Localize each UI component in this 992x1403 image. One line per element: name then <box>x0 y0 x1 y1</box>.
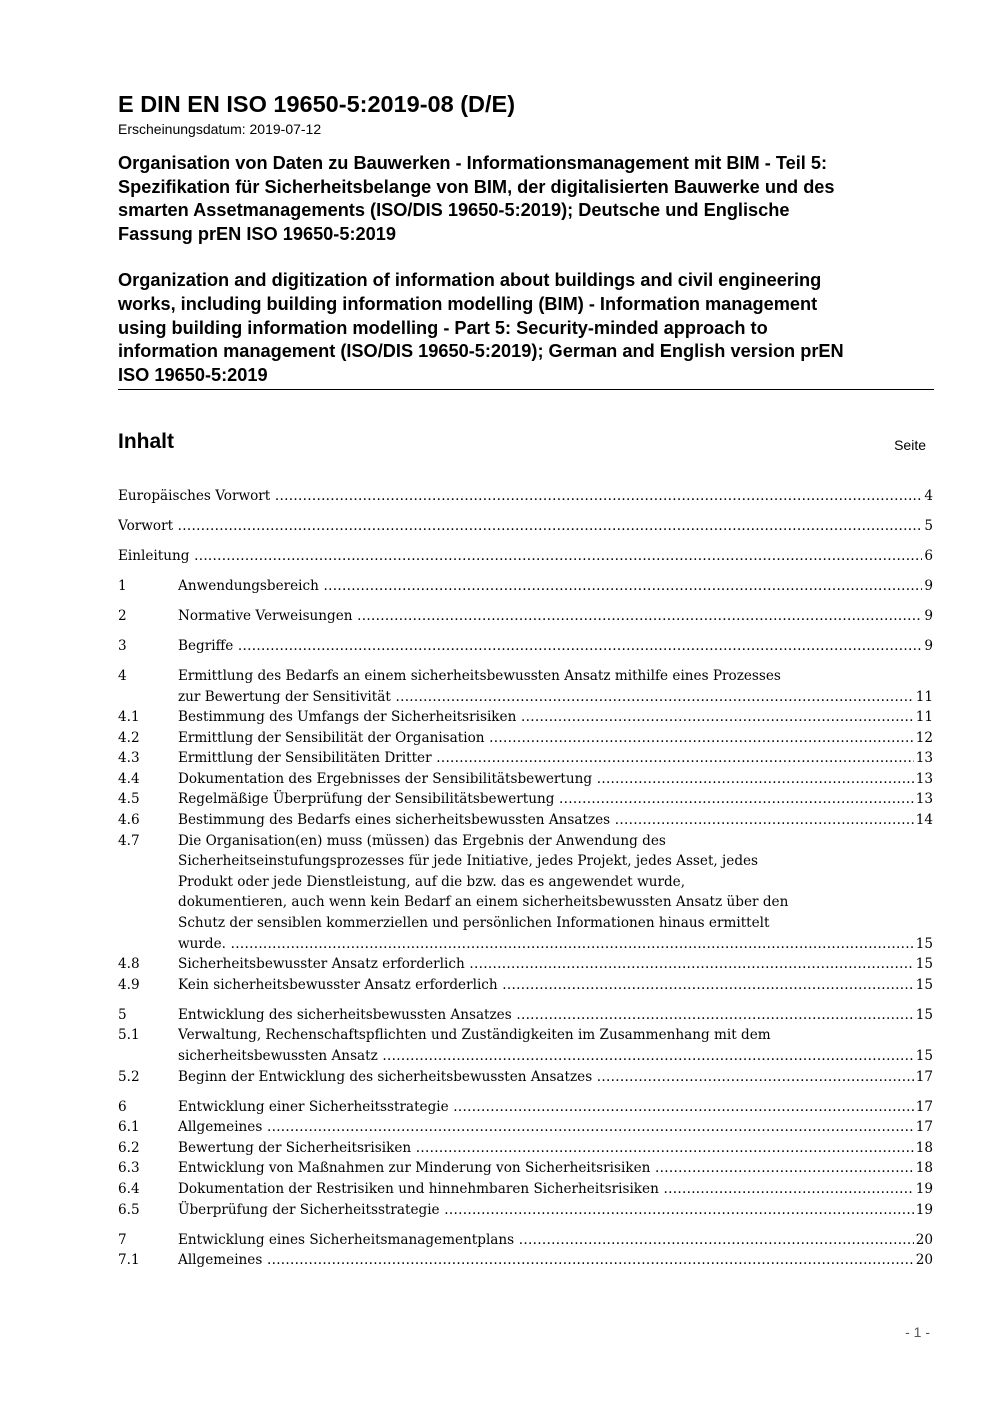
toc-entry-title: Entwicklung des sicherheitsbewussten Ansatzes ..... <box>178 1007 933 1023</box>
toc-entry-page: 19 <box>914 1200 933 1221</box>
toc-entry-page: 20 <box>914 1250 933 1271</box>
toc-entry[interactable] <box>118 1158 933 1179</box>
toc-entry-title: Bestimmung des Umfangs der Sicherheitsrisiken ..... <box>178 709 933 725</box>
toc-entry-title: Die Organisation(en) muss (müssen) das Ergebnis der Anwendung des <box>178 832 666 849</box>
toc-entry-number: 3 <box>118 637 127 654</box>
title-line: Organisation von Daten zu Bauwerken - Informationsmanagement mit BIM - Teil 5: <box>118 153 828 173</box>
toc-entry-page: 4 <box>922 486 933 507</box>
toc-entry-page: 18 <box>914 1158 933 1179</box>
toc-entry-title: Dokumentation der Restrisiken und hinnehmbaren Sicherheitsrisiken ..... <box>178 1181 933 1197</box>
toc-entry-title: Regelmäßige Überprüfung der Sensibilitätsbewertung ..... <box>178 791 933 807</box>
toc-entry-page: 15 <box>914 934 933 955</box>
toc-entry-number: 5 <box>118 1006 127 1023</box>
toc-entry[interactable] <box>118 707 933 728</box>
title-german <box>118 152 934 246</box>
table-of-contents <box>118 486 933 1271</box>
toc-entry-page: 15 <box>914 1005 933 1026</box>
toc-entry[interactable] <box>118 954 933 975</box>
toc-entry[interactable] <box>118 831 933 955</box>
toc-entry-title: Entwicklung eines Sicherheitsmanagementplans ..... <box>178 1232 933 1248</box>
toc-entry-number: 5.2 <box>118 1068 140 1085</box>
toc-entry[interactable] <box>118 1005 933 1026</box>
toc-entry-title: Anwendungsbereich ..... <box>178 578 933 594</box>
toc-entry[interactable] <box>118 810 933 831</box>
title-line: using building information modelling - Part 5: Security-minded approach to <box>118 317 768 338</box>
toc-entry-title: Überprüfung der Sicherheitsstrategie ..... <box>178 1202 933 1218</box>
toc-entry[interactable] <box>118 636 933 657</box>
toc-entry-number: 6.2 <box>118 1139 140 1156</box>
toc-entry-number: 1 <box>118 577 127 594</box>
toc-entry-title: Ermittlung des Bedarfs an einem sicherheitsbewussten Ansatz mithilfe eines Prozesses <box>178 667 781 684</box>
publication-date: Erscheinungsdatum: 2019-07-12 <box>118 121 322 137</box>
toc-entry-page: 20 <box>914 1230 933 1251</box>
toc-entry-title: Ermittlung der Sensibilität der Organisation ..... <box>178 730 933 746</box>
toc-entry-number: 4.9 <box>118 976 140 993</box>
toc-entry[interactable] <box>118 1097 933 1118</box>
toc-entry-title: Europäisches Vorwort ..... <box>118 488 933 504</box>
toc-entry[interactable] <box>118 769 933 790</box>
toc-entry-page: 19 <box>914 1179 933 1200</box>
toc-entry-title: Normative Verweisungen ..... <box>178 608 933 624</box>
toc-entry-number: 7.1 <box>118 1252 140 1269</box>
toc-entry-number: 4.7 <box>118 832 140 849</box>
toc-entry[interactable] <box>118 1179 933 1200</box>
toc-entry-page: 17 <box>914 1067 933 1088</box>
toc-entry[interactable] <box>118 1230 933 1251</box>
toc-entry-page: 15 <box>914 975 933 996</box>
toc-entry-page: 14 <box>914 810 933 831</box>
toc-entry-page: 18 <box>914 1138 933 1159</box>
toc-entry-title: Bewertung der Sicherheitsrisiken ..... <box>178 1140 933 1156</box>
toc-entry[interactable] <box>118 666 933 707</box>
toc-entry-page: 17 <box>914 1097 933 1118</box>
toc-entry[interactable] <box>118 1067 933 1088</box>
toc-entry-number: 4.1 <box>118 709 140 726</box>
title-line: Fassung prEN ISO 19650-5:2019 <box>118 223 396 244</box>
toc-entry-number: 7 <box>118 1231 127 1248</box>
toc-entry-page: 13 <box>914 748 933 769</box>
toc-entry-title: Allgemeines ..... <box>178 1119 933 1135</box>
toc-entry-page: 6 <box>922 546 933 567</box>
toc-entry[interactable] <box>118 1117 933 1138</box>
toc-entry-number: 4.8 <box>118 956 140 973</box>
toc-entry-number: 4.4 <box>118 770 140 787</box>
toc-entry-title: dokumentieren, auch wenn kein Bedarf an einem sicherheitsbewussten Ansatz über den <box>178 894 789 911</box>
toc-entry-title: Beginn der Entwicklung des sicherheitsbewussten Ansatzes ..... <box>178 1069 933 1085</box>
toc-entry[interactable] <box>118 748 933 769</box>
toc-entry[interactable] <box>118 546 933 567</box>
toc-entry[interactable] <box>118 1250 933 1271</box>
toc-entry-number: 6 <box>118 1098 127 1115</box>
toc-entry[interactable] <box>118 1138 933 1159</box>
document-id: E DIN EN ISO 19650-5:2019-08 (D/E) <box>118 91 516 117</box>
toc-entry-number: 2 <box>118 607 127 624</box>
toc-entry-title: Sicherheitsbewusster Ansatz erforderlich ..... <box>178 956 933 972</box>
toc-entry-title: zur Bewertung der Sensitivität ..... <box>178 689 933 705</box>
toc-entry-page: 9 <box>922 636 933 657</box>
toc-entry-number: 4.3 <box>118 750 140 767</box>
toc-entry-page: 15 <box>914 954 933 975</box>
toc-entry-number: 4.5 <box>118 791 140 808</box>
title-line: Organization and digitization of information about buildings and civil engineering <box>118 270 822 291</box>
toc-entry-title: Verwaltung, Rechenschaftspflichten und Zuständigkeiten im Zusammenhang mit dem <box>178 1027 771 1044</box>
title-english <box>118 269 934 387</box>
header-divider <box>118 389 934 390</box>
toc-entry-number: 6.3 <box>118 1160 140 1177</box>
toc-entry-page: 11 <box>914 707 933 728</box>
toc-entry-title: Ermittlung der Sensibilitäten Dritter ..... <box>178 750 933 766</box>
toc-entry-page: 17 <box>914 1117 933 1138</box>
toc-entry-page: 13 <box>914 789 933 810</box>
document-header <box>118 88 934 387</box>
toc-entry-number: 4.2 <box>118 729 140 746</box>
toc-entry-page: 5 <box>922 516 933 537</box>
toc-entry-title: wurde. ..... <box>178 936 933 952</box>
toc-entry-number: 4 <box>118 667 127 684</box>
toc-entry-title: Produkt oder jede Dienstleistung, auf die bzw. das es angewendet wurde, <box>178 873 686 890</box>
toc-entry[interactable] <box>118 975 933 996</box>
toc-entry-title: Entwicklung von Maßnahmen zur Minderung von Sicherheitsrisiken ..... <box>178 1160 933 1176</box>
toc-entry-number: 6.1 <box>118 1119 140 1136</box>
toc-entry-title: Schutz der sensiblen kommerziellen und persönlichen Informationen hinaus ermittelt <box>178 915 770 932</box>
toc-entry-number: 5.1 <box>118 1027 140 1044</box>
toc-entry-page: 15 <box>914 1046 933 1067</box>
toc-entry-page: 11 <box>914 687 933 708</box>
toc-entry[interactable] <box>118 1200 933 1221</box>
toc-entry[interactable] <box>118 728 933 749</box>
toc-entry-title: Kein sicherheitsbewusster Ansatz erforderlich ..... <box>178 977 933 993</box>
toc-entry-number: 6.5 <box>118 1201 140 1218</box>
toc-entry[interactable] <box>118 516 933 537</box>
toc-entry-title: Bestimmung des Bedarfs eines sicherheitsbewussten Ansatzes ..... <box>178 812 933 828</box>
toc-entry-page: 9 <box>922 606 933 627</box>
title-line: works, including building information modelling (BIM) - Information management <box>118 293 818 314</box>
toc-entry[interactable] <box>118 789 933 810</box>
toc-page-column-label: Seite <box>894 437 926 453</box>
toc-entry-title: Dokumentation des Ergebnisses der Sensibilitätsbewertung ..... <box>178 771 933 787</box>
title-line: smarten Assetmanagements (ISO/DIS 19650-5:2019); Deutsche und Englische <box>118 200 790 221</box>
title-line: Spezifikation für Sicherheitsbelange von BIM, der digitalisierten Bauwerke und des <box>118 176 835 197</box>
toc-entry-number: 6.4 <box>118 1180 140 1197</box>
page-number: - 1 - <box>905 1324 930 1340</box>
toc-entry[interactable] <box>118 576 933 597</box>
toc-entry-title: Vorwort ..... <box>118 518 933 534</box>
toc-entry-title: Allgemeines ..... <box>178 1252 933 1268</box>
toc-heading: Inhalt <box>118 430 174 453</box>
toc-entry[interactable] <box>118 606 933 627</box>
title-line: ISO 19650-5:2019 <box>118 364 268 385</box>
toc-entry-page: 9 <box>922 576 933 597</box>
title-line: information management (ISO/DIS 19650-5:2019); German and English version prEN <box>118 341 844 362</box>
toc-entry-title: Einleitung ..... <box>118 548 933 564</box>
toc-entry[interactable] <box>118 1025 933 1066</box>
toc-entry-page: 13 <box>914 769 933 790</box>
toc-entry-title: Entwicklung einer Sicherheitsstrategie ..... <box>178 1099 933 1115</box>
toc-entry-number: 4.6 <box>118 812 140 829</box>
toc-entry-title: Begriffe ..... <box>178 638 933 654</box>
toc-entry[interactable] <box>118 486 933 507</box>
toc-entry-title: Sicherheitseinstufungsprozesses für jede Initiative, jedes Projekt, jedes Asset, jedes <box>178 853 759 870</box>
toc-entry-title: sicherheitsbewussten Ansatz ..... <box>178 1048 933 1064</box>
toc-entry-page: 12 <box>914 728 933 749</box>
